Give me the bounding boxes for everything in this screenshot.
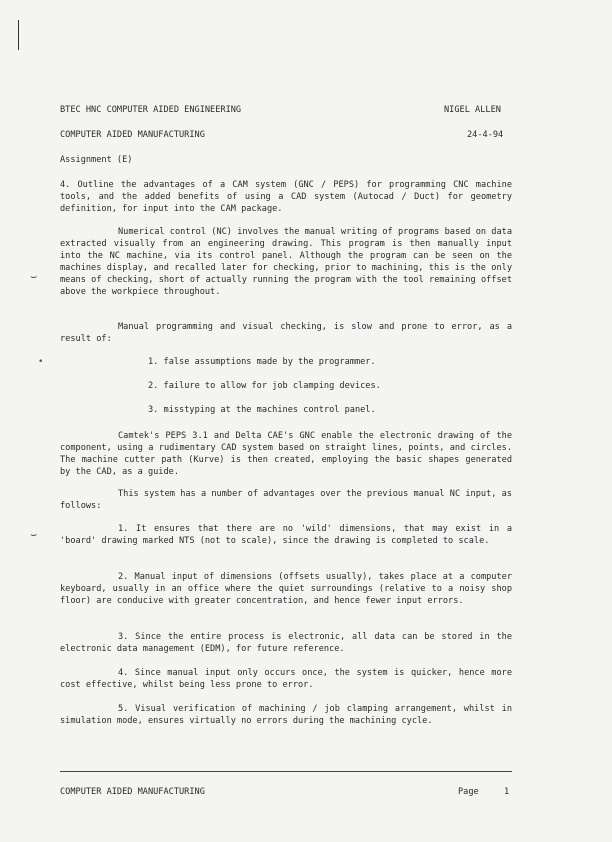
footer-page-label: Page [458,787,479,797]
margin-tick-mark: ⌣ [30,270,38,283]
paragraph-nc: Numerical control (NC) involves the manual writing of programs based on data extracted visually from an engineering drawing. This program is then manually input into the NC machine, via its control panel. Although the program can be seen on the machines display, and recalled later for checking, prior to machining, this is the only means of checking, short of actually running the program with the tool remaining offset above the workpiece throughout. [60,227,512,297]
advantage-item: 1. It ensures that there are no 'wild' dimensions, that may exist in a 'board' drawing marked NTS (not to scale), since the drawing is completed to scale. [60,524,512,546]
header-subject: COMPUTER AIDED MANUFACTURING [60,130,205,140]
margin-bracket-mark [18,20,25,50]
paragraph-peps: Camtek's PEPS 3.1 and Delta CAE's GNC enable the electronic drawing of the component, using a rudimentary CAD system based on straight lines, points, and circles. The machine cutter path (Kurve) is then created, employing the basic shapes generated by the CAD, as a guide. [60,431,512,477]
question-text: 4. Outline the advantages of a CAM system (GNC / PEPS) for programming CNC machine tools, and the added benefits of using a CAD system (Autocad / Duct) for geometry definition, for input into the CAM package. [60,180,512,214]
assignment-label: Assignment (E) [60,155,133,165]
paragraph-manual: Manual programming and visual checking, is slow and prone to error, as a result of: [60,322,512,344]
advantage-item: 4. Since manual input only occurs once, the system is quicker, hence more cost effective, whilst being less prone to error. [60,668,512,690]
error-item: 3. misstyping at the machines control panel. [148,405,376,415]
header-date: 24-4-94 [467,130,504,140]
footer-page-number: 1 [504,787,510,797]
paragraph-advantages: This system has a number of advantages over the previous manual NC input, as follows: [60,489,512,511]
footer-rule [60,771,512,772]
footer-subject: COMPUTER AIDED MANUFACTURING [60,787,205,797]
advantage-item: 3. Since the entire process is electronic, all data can be stored in the electronic data management (EDM), for future reference. [60,632,512,654]
header-author: NIGEL ALLEN [444,105,501,115]
error-item: 1. false assumptions made by the programmer. [148,357,376,367]
margin-dot-mark: • [38,357,44,367]
margin-tick-mark: ⌣ [30,528,38,541]
advantage-item: 5. Visual verification of machining / job clamping arrangement, whilst in simulation mode, ensures virtually no errors during the machining cycle. [60,704,512,726]
advantage-item: 2. Manual input of dimensions (offsets usually), takes place at a computer keyboard, usually in an office where the quiet surroundings (relative to a noisy shop floor) are conducive with greater concentration, and hence fewer input errors. [60,572,512,606]
header-course: BTEC HNC COMPUTER AIDED ENGINEERING [60,105,242,115]
error-item: 2. failure to allow for job clamping devices. [148,381,381,391]
